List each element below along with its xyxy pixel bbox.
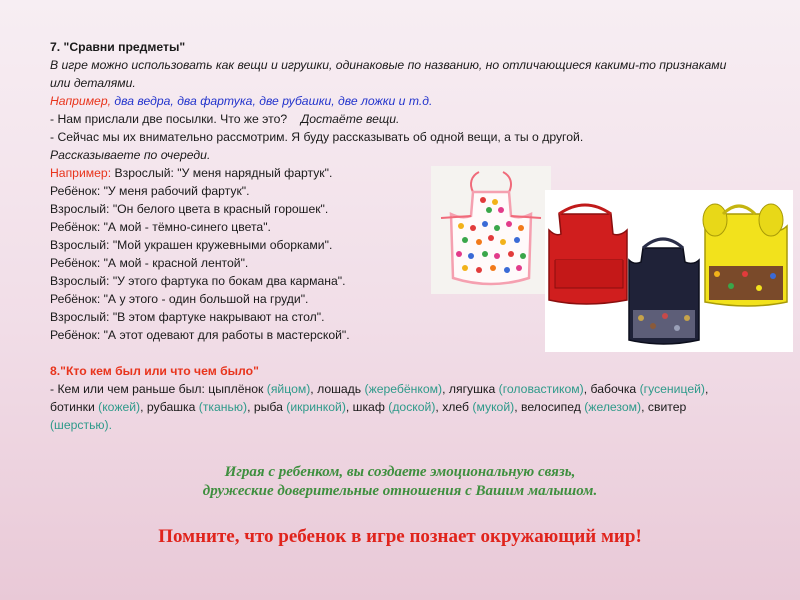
item-name: , шкаф: [345, 400, 385, 414]
item-hint: (жеребёнком): [361, 382, 443, 396]
example-text: два ведра, два фартука, две рубашки, две ложки и т.д.: [111, 94, 433, 108]
item-name: , велосипед: [514, 400, 581, 414]
dialog-line: Взрослый: "Мой украшен кружевными оборками".: [50, 238, 333, 252]
dialog-line: Ребёнок: "А мой - красной лентой".: [50, 256, 249, 270]
item-hint: (яйцом): [263, 382, 311, 396]
photo-dotted-apron: [431, 166, 551, 294]
dialog-line: Взрослый: "У этого фартука по бокам два кармана".: [50, 274, 346, 288]
section8-prefix: - Кем или чем раньше был:: [50, 382, 209, 396]
item-hint: (шерстью).: [50, 418, 113, 432]
item-hint: (кожей): [94, 400, 141, 414]
item-name: , ботинки: [50, 382, 709, 414]
item-name: , бабочка: [583, 382, 637, 396]
item-name: , лягушка: [442, 382, 496, 396]
three-aprons-icon: [545, 190, 793, 352]
section7-intro: В игре можно использовать как вещи и игрушки, одинаковые по названию, но отличающиеся какими-то признаками или деталями.: [50, 58, 727, 90]
item-name: , лошадь: [310, 382, 362, 396]
section7-example: [50, 92, 740, 110]
photo-three-aprons: [545, 190, 793, 352]
dialog-line: Ребёнок: "У меня рабочий фартук".: [50, 184, 250, 198]
item-name: цыплёнок: [208, 382, 264, 396]
item-hint: (мукой): [469, 400, 515, 414]
section7-line2: - Сейчас мы их внимательно рассмотрим. Я буду рассказывать об одной вещи, а ты о другой.: [50, 130, 584, 144]
dialog-line: Ребёнок: "А у этого - один большой на груди".: [50, 292, 309, 306]
dialog-line: [50, 164, 740, 182]
dialog-text: Взрослый: "У меня нарядный фартук".: [111, 166, 333, 180]
footer-line3: Помните, что ребенок в игре познает окружающий мир!: [158, 526, 642, 547]
dialog-line: Взрослый: "Он белого цвета в красный горошек".: [50, 202, 329, 216]
red-apron-icon: [549, 205, 627, 304]
item-name: , хлеб: [435, 400, 470, 414]
dialog-line: Ребёнок: "А мой - тёмно-синего цвета".: [50, 220, 271, 234]
line1-italic: Достаёте вещи.: [300, 112, 400, 126]
dotted-apron-icon: [431, 166, 551, 294]
item-name: , свитер: [641, 400, 687, 414]
section8-title: 8."Кто кем был или что чем было": [50, 364, 259, 378]
item-name: , рыба: [247, 400, 283, 414]
dialog-line: Ребёнок: "А этот одевают для работы в мастерской".: [50, 328, 350, 342]
section7-line3: Рассказываете по очереди.: [50, 148, 211, 162]
section7-line1: [50, 110, 740, 128]
item-hint: (железом): [580, 400, 642, 414]
item-hint: (гусеницей): [636, 382, 705, 396]
dialog-line: Взрослый: "В этом фартуке накрывают на стол".: [50, 310, 325, 324]
navy-apron-icon: [629, 239, 699, 344]
item-hint: (икринкой): [282, 400, 346, 414]
footer-line2: дружеские доверительные отношения с Вашим малышом.: [202, 483, 598, 499]
item-hint: (головастиком): [495, 382, 584, 396]
item-name: , рубашка: [140, 400, 196, 414]
section8-list: [50, 380, 740, 434]
example-label: Например,: [50, 94, 112, 108]
yellow-apron-icon: [703, 204, 787, 306]
dialog-label: Например:: [50, 166, 112, 180]
item-hint: (доской): [384, 400, 436, 414]
line1-plain: - Нам прислали две посылки. Что же это?: [50, 112, 288, 126]
section7-title: 7. "Сравни предметы": [50, 40, 186, 54]
item-hint: (тканью): [195, 400, 248, 414]
footer-line1: Играя с ребенком, вы создаете эмоциональную связь,: [224, 464, 576, 480]
